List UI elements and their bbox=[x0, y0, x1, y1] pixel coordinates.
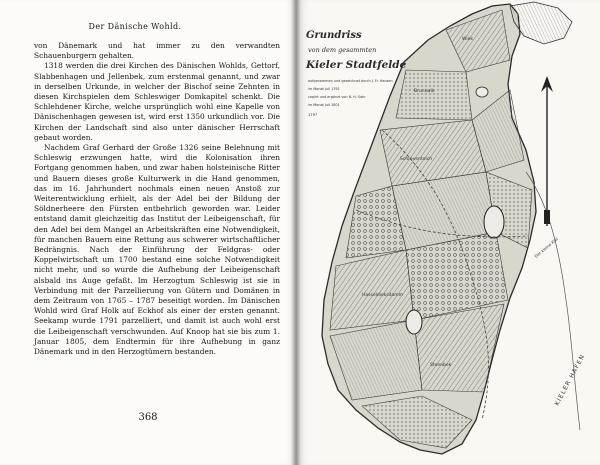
map-credit: copiirt und ergänzt von N. H. Sahr bbox=[308, 95, 366, 99]
map-credit: aufgenommen und gezeichnet durch J. Fr. Hansen bbox=[308, 79, 393, 83]
pond bbox=[406, 310, 422, 334]
field-label: Brunswik bbox=[414, 89, 435, 94]
river-label: Der kleine Kiel bbox=[533, 236, 559, 259]
map-title-main: Kieler Stadtfelde bbox=[306, 59, 407, 71]
pond bbox=[476, 87, 488, 97]
map-title-subline: von dem gesammten bbox=[308, 46, 377, 54]
field-label: Steenbek bbox=[430, 363, 452, 368]
field-label: Schreventeich bbox=[400, 157, 433, 162]
pond bbox=[484, 206, 504, 238]
field-label: Wiek bbox=[462, 37, 473, 42]
paragraph: Nachdem Graf Gerhard der Große 1326 seine Belehnung mit Schleswig erzwungen hatte, wird die Kolonisation ihren Fortgang genommen haben, und zwar haben holsteinische Ritter und Bauern dieses große Kulturwerk in die Hand genommen, das im 16. Jahrhundert nochmals einen neuen Anstoß zur Weiterentwicklung erhielt, als der Adel bei der Bildung der Söldnerheere den Fürsten entbehrlich geworden war. Leider entstand damit gleichzeitig das Institut der Leibeigenschaft, für den Adel bei dem Mangel an Arbeitskräften eine Notwendigkeit, für manchen Bauern eine Rettung aus schwerer wirtschaftlicher Bedrängnis. Nach der Einführung der Feldgras- oder Koppelwirtschaft um 1700 bestand eine solche Notwendigkeit nicht mehr, und so wurde die Aufhebung der Leibeigenschaft alsbald ins Auge gefaßt. Im Herzogtum Schleswig ist sie in Verbindung mit der Parzellierung von Gütern und Domänen in dem Zeitraum von 1765 – 1787 beseitigt worden. Im Dänischen Wohld wird Graf Holk auf Eckhof als einer der ersten genannt. Seekamp wurde 1791 parzelliert, und damit ist auch wohl erst die Leibeigenschaft verschwunden. Auf Knoop hat sie bis zum 1. Januar 1805, dem Endtermin für ihre Aufhebung in ganz Dänemark und in den Herzogtümern bestanden. bbox=[34, 143, 280, 357]
harbour-label: KIELER HAFEN bbox=[553, 352, 587, 407]
map-credit: im Monat Juli 1791 bbox=[308, 87, 340, 91]
map-credit: 1797 bbox=[308, 113, 318, 117]
paragraph: 1318 werden die drei Kirchen des Dänischen Wohlds, Gettorf, Slabbenhagen und Jellenbek, zum erstenmal genannt, und zwar in derselben Urkunde, in welcher der Bischof seine Zehnten in diesen Kirchspielen dem Schleswiger Domkapitel schenkt. Die Schlehdener Kirche, welche ursprünglich wohl eine Kapelle von Dänischenhagen gewesen ist, wird erst 1350 urkundlich vor. Die Kirchen der Landschaft sind also unter dänischer Herrschaft gebaut worden. bbox=[34, 61, 280, 142]
page-number: 368 bbox=[138, 412, 158, 423]
body-text bbox=[34, 41, 280, 381]
book-gutter bbox=[291, 0, 301, 465]
field-label: Hasseldieksdamm bbox=[362, 293, 404, 298]
running-head: Der Dänische Wohld. bbox=[88, 22, 182, 31]
map-title: Grundriss bbox=[306, 30, 362, 41]
map-plate bbox=[296, 0, 600, 465]
left-page bbox=[0, 0, 296, 465]
field-parcel bbox=[396, 70, 472, 120]
right-page bbox=[296, 0, 600, 465]
paragraph: von Dänemark und hat immer zu den verwandten Schauenburgern gehalten. bbox=[34, 41, 280, 61]
map-credit: im Monat Juli 1801 bbox=[308, 103, 340, 107]
